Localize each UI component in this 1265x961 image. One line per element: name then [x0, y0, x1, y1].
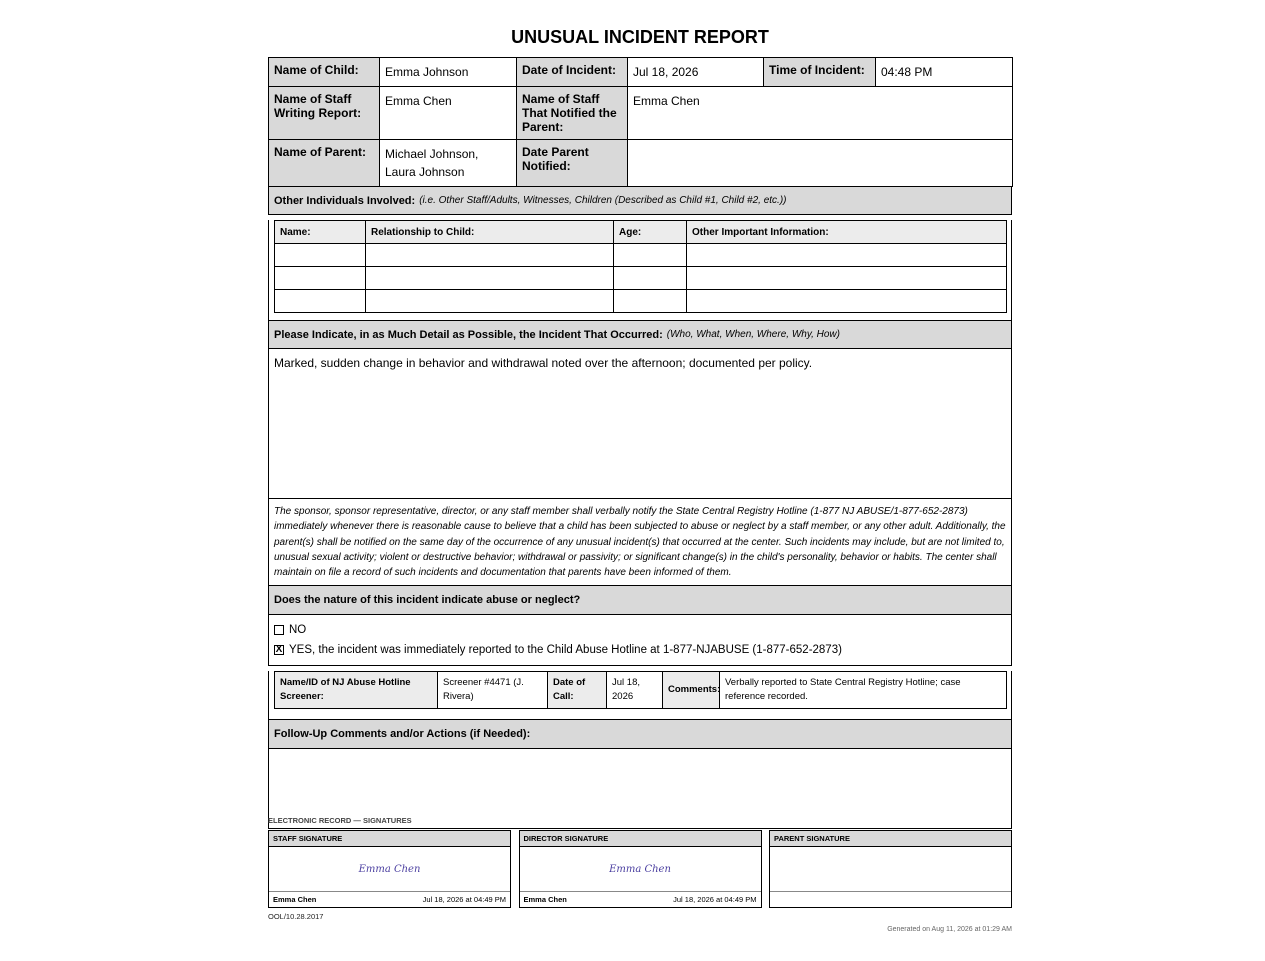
staff-signature-box[interactable]	[268, 830, 511, 908]
screener-label: Name/ID of NJ Abuse Hotline Screener:	[275, 672, 438, 709]
incident-detail-text[interactable]: Marked, sudden change in behavior and withdrawal noted over the afternoon; documented per policy.	[268, 349, 1012, 499]
staff-writing-value[interactable]: Emma Chen	[380, 87, 517, 140]
abuse-no-checkbox[interactable]	[274, 625, 284, 635]
incident-date-value[interactable]: Jul 18, 2026	[628, 58, 764, 87]
other-individuals-table	[274, 220, 1007, 313]
follow-up-header	[268, 720, 1012, 749]
incident-time-label: Time of Incident:	[764, 58, 876, 87]
parent-name-label: Name of Parent:	[269, 140, 380, 187]
incident-header-table	[268, 57, 1013, 187]
parent-signature-label: PARENT SIGNATURE	[770, 831, 1011, 847]
date-parent-notified-value[interactable]	[628, 140, 1013, 187]
child-name-value[interactable]: Emma Johnson	[380, 58, 517, 87]
abuse-question: Does the nature of this incident indicate abuse or neglect?	[274, 594, 581, 606]
table-row	[275, 244, 1007, 267]
report-title: UNUSUAL INCIDENT REPORT	[511, 27, 769, 47]
date-parent-notified-label: Date Parent Notified:	[517, 140, 628, 187]
signatures-section-label: ELECTRONIC RECORD — SIGNATURES	[268, 816, 412, 825]
generated-timestamp: Generated on Aug 11, 2026 at 01:29 AM	[887, 926, 1012, 933]
table-cell[interactable]	[614, 244, 687, 267]
screener-value[interactable]: Screener #4471 (J. Rivera)	[438, 672, 548, 709]
abuse-yes-checkbox[interactable]: X	[275, 644, 283, 655]
comments-label: Comments:	[663, 672, 720, 709]
abuse-no-label: NO	[289, 624, 307, 636]
table-cell[interactable]	[687, 267, 1007, 290]
staff-signer-name: Emma Chen	[273, 895, 317, 904]
table-cell[interactable]	[366, 267, 614, 290]
staff-signature-label: STAFF SIGNATURE	[269, 831, 510, 847]
table-cell[interactable]	[366, 244, 614, 267]
comments-value[interactable]: Verbally reported to State Central Registry Hotline; case reference recorded.	[720, 672, 1007, 709]
table-cell[interactable]	[366, 290, 614, 313]
director-signature-timestamp: Jul 18, 2026 at 04:49 PM	[673, 895, 757, 904]
hotline-table	[274, 671, 1007, 709]
staff-signature-timestamp: Jul 18, 2026 at 04:49 PM	[422, 895, 506, 904]
column-age: Age:	[614, 221, 687, 244]
report-page	[268, 0, 1012, 829]
parent-name-value[interactable]	[380, 140, 517, 187]
abuse-yes-option[interactable]	[274, 640, 1006, 660]
abuse-question-header	[268, 586, 1012, 615]
abuse-choices	[268, 615, 1012, 666]
table-cell[interactable]	[275, 267, 366, 290]
table-cell[interactable]	[687, 244, 1007, 267]
form-id: OOL/10.28.2017	[268, 912, 324, 921]
reporting-notice: The sponsor, sponsor representative, director, or any staff member shall verbally notify the State Central Registry Hotline (1-877 NJ ABUSE/1-877-652-2873) immediately whenever there is reasonable cause to believe that a child has been subjected to abuse or neglect by a staff member, or any other adult. Additionally, the parent(s) shall be notified on the same day of the occurrence of any unusual incident(s) that occurred at the center. Such incidents may include, but are not limited to, unusual sexual activity; violent or destructive behavior; withdrawal or passivity; or significant change(s) in the child's personality, behavior or habits. The center shall maintain on file a record of such incidents and documentation that parents have been informed of them.	[268, 499, 1012, 586]
table-cell[interactable]	[614, 290, 687, 313]
incident-time-value[interactable]: 04:48 PM	[876, 58, 1013, 87]
other-individuals-title: Other Individuals Involved:	[274, 194, 416, 207]
table-cell[interactable]	[275, 244, 366, 267]
column-other-info: Other Important Information:	[687, 221, 1007, 244]
call-date-value[interactable]: Jul 18, 2026	[607, 672, 663, 709]
abuse-no-option[interactable]	[274, 620, 1006, 640]
incident-detail-subtitle: (Who, What, When, Where, Why, How)	[666, 329, 840, 340]
signatures-section	[268, 816, 1012, 908]
abuse-yes-label: YES, the incident was immediately reported to the Child Abuse Hotline at 1-877-NJABUSE (1-877-652-2873)	[289, 644, 842, 656]
table-row	[275, 267, 1007, 290]
child-name-label: Name of Child:	[269, 58, 380, 87]
other-individuals-header-row	[275, 221, 1007, 244]
staff-signature-image: Emma Chen	[269, 847, 510, 892]
table-cell[interactable]	[687, 290, 1007, 313]
follow-up-title: Follow-Up Comments and/or Actions (if Needed):	[274, 728, 531, 740]
staff-notified-label: Name of Staff That Notified the Parent:	[517, 87, 628, 140]
director-signature-box[interactable]	[519, 830, 762, 908]
director-signer-name: Emma Chen	[523, 895, 567, 904]
table-cell[interactable]	[614, 267, 687, 290]
incident-date-label: Date of Incident:	[517, 58, 628, 87]
table-row	[275, 290, 1007, 313]
column-name: Name:	[275, 221, 366, 244]
staff-writing-label: Name of Staff Writing Report:	[269, 87, 380, 140]
parent-name-line-2: Laura Johnson	[385, 165, 465, 179]
incident-detail-header	[268, 321, 1012, 349]
parent-signature-box[interactable]	[769, 830, 1012, 908]
staff-notified-value[interactable]: Emma Chen	[628, 87, 1013, 140]
other-individuals-header	[268, 187, 1012, 215]
parent-name-line-1: Michael Johnson,	[385, 147, 479, 161]
parent-signature-image	[770, 847, 1011, 892]
other-individuals-subtitle: (i.e. Other Staff/Adults, Witnesses, Children (Described as Child #1, Child #2, etc.))	[419, 195, 787, 206]
column-relationship: Relationship to Child:	[366, 221, 614, 244]
table-cell[interactable]	[275, 290, 366, 313]
director-signature-label: DIRECTOR SIGNATURE	[520, 831, 761, 847]
call-date-label: Date of Call:	[548, 672, 607, 709]
director-signature-image: Emma Chen	[520, 847, 761, 892]
other-individuals-section	[268, 220, 1012, 321]
incident-detail-title: Please Indicate, in as Much Detail as Possible, the Incident That Occurred:	[274, 328, 663, 341]
hotline-section	[268, 671, 1012, 720]
